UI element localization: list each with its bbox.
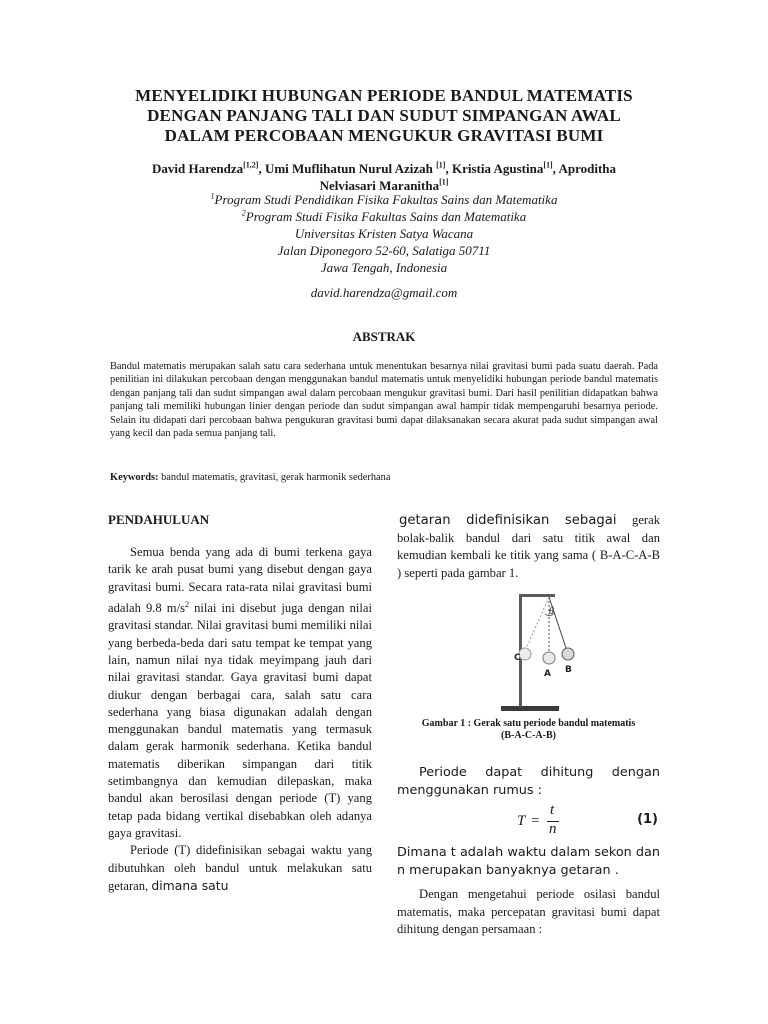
bob-b [562, 648, 574, 660]
left-column [108, 512, 372, 895]
label-a: A [544, 669, 551, 679]
right-paragraph-1 [397, 512, 660, 582]
intro-p1-text-a: Semua benda yang ada di bumi terkena gaya tarik ke arah pusat bumi yang disebut dengan gaya gravitasi bumi. Secara rata-rata nilai gravitasi bumi adalah 9.8 m/s [108, 545, 372, 616]
eq-denominator: n [549, 821, 557, 837]
author-3: , Kristia Agustina [445, 161, 544, 176]
keywords [110, 472, 658, 483]
bob-c [519, 648, 531, 660]
stand-base [501, 706, 559, 711]
affil-region: Jawa Tengah, Indonesia [320, 260, 448, 275]
affil-1: Program Studi Pendidikan Fisika Fakultas Sains dan Matematika [214, 192, 558, 207]
label-b: B [565, 665, 572, 675]
author-4-cont: Nelviasari Maranitha [319, 178, 440, 193]
abstract-text: Bandul matematis merupakan salah satu cara sederhana untuk menentukan besarnya nilai gravitasi bumi pada suatu daerah. Pada penilitian ini dilakukan percobaan dengan menggunakan bandul matematis untuk menyelidiki hubungan periode bandul matematis dengan panjang tali dan sudut simpangan awal dalam percobaan mengukur gravitasi bumi. Dari hasil penilitian didapatkan bahwa panjang tali memiliki hubungan linier dengan periode dan sudut simpangan awal hampir tidak mempengaruhi besarnya periode. Selain itu didapati dari percobaan bahwa pengukuran gravitasi bumi dapat dilaksanakan secara akurat pada sudut simpangan awal yang kecil dan pada semua panjang tali. [110, 361, 658, 440]
intro-paragraph-1 [108, 544, 372, 842]
abstract-heading: ABSTRAK [352, 329, 416, 344]
keywords-text: bandul matematis, gravitasi, gerak harmonik sederhana [158, 472, 391, 483]
intro-p1-sup: 2 [184, 599, 189, 609]
title-line-3: DALAM PERCOBAAN MENGUKUR GRAVITASI BUMI [164, 126, 604, 145]
theta-label: θ [549, 606, 554, 617]
label-c: C [514, 653, 521, 663]
author-2: , Umi Muflihatun Nurul Azizah [258, 161, 437, 176]
affil-1-mark: 1 [210, 191, 215, 201]
right-paragraph-2: Periode dapat dihitung dengan menggunakan rumus : [397, 765, 660, 798]
author-4-affil: [1] [439, 177, 449, 187]
caption-line-1: Gambar 1 : Gerak satu periode bandul matematis [421, 718, 636, 729]
title-line-1: MENYELIDIKI HUBUNGAN PERIODE BANDUL MATEMATIS [135, 86, 633, 105]
paper-title [100, 86, 668, 146]
section-heading-intro: PENDAHULUAN [108, 512, 210, 527]
pendulum-diagram [397, 588, 660, 718]
right-p1-serif: gerak bolak-balik bandul dari satu titik awal dan kemudian kembali ke titik yang sama ( B-A-C-A-B ) seperti pada gambar 1. [397, 513, 660, 580]
title-line-2: DENGAN PANJANG TALI DAN SUDUT SIMPANGAN AWAL [147, 106, 621, 125]
keywords-label: Keywords: [110, 472, 159, 483]
stand-arm [519, 594, 555, 597]
right-column [397, 512, 660, 939]
author-1: David Harendza [151, 161, 244, 176]
author-list [90, 160, 678, 194]
affil-2-mark: 2 [241, 208, 246, 218]
equation-1 [397, 802, 660, 842]
eq-equals: = [531, 813, 540, 829]
affiliations [90, 191, 678, 276]
right-paragraph-3: Dimana t adalah waktu dalam sekon dan n merupakan banyaknya getaran . [397, 845, 660, 878]
author-1-affil: [1,2] [243, 160, 259, 170]
author-email: david.harendza@gmail.com [310, 285, 458, 300]
affil-2: Program Studi Fisika Fakultas Sains dan Matematika [245, 209, 527, 224]
right-paragraph-4: Dengan mengetahui periode osilasi bandul matematis, maka percepatan gravitasi bumi dapat dihitung dengan persamaan : [397, 887, 660, 936]
author-2-affil: [1] [436, 160, 446, 170]
affil-university: Universitas Kristen Satya Wacana [294, 226, 474, 241]
intro-paragraph-2 [108, 842, 372, 895]
eq-numerator: t [550, 802, 555, 818]
author-4: , Aproditha [552, 161, 617, 176]
eq-number: (1) [637, 812, 658, 827]
eq-lhs: T [517, 813, 526, 829]
figure-pendulum [397, 588, 660, 718]
affil-address: Jalan Diponegoro 52-60, Salatiga 50711 [277, 243, 491, 258]
intro-p2-text-a: Periode (T) didefinisikan sebagai waktu yang dibutuhkan oleh bandul untuk melakukan satu getaran, [108, 843, 372, 893]
bob-a [543, 652, 555, 664]
right-p1-sans: getaran didefinisikan sebagai [399, 513, 633, 528]
intro-p2-text-b: dimana satu [151, 877, 229, 893]
caption-line-2: (B-A-C-A-B) [501, 730, 556, 741]
string-c [525, 597, 549, 651]
figure-caption [397, 718, 660, 742]
author-3-affil: [1] [543, 160, 553, 170]
intro-p1-text-b: nilai ini disebut juga dengan nilai gravitasi standar. Nilai gravitasi bumi memiliki nilai yang berbeda-beda dari satu tempat ke tempat yang lain, namun nilai nya tidak meyimpang jauh dari nilai gravitasi standar. Gaya gravitasi bumi dapat diukur dengan berbagai cara, salah satu cara sederhana yang biasa digunakan adalah dengan menggunakan bandul matematis yang termasuk dalam gerak harmonik sederhana. Ketika bandul matematis diberikan simpangan dari titik setimbangnya dan kemudian dilepaskan, maka bandul akan berosilasi dengan periode (T) yang tetap pada bidang vertikal disebabkan oleh adanya gaya gravitasi. [108, 601, 372, 840]
